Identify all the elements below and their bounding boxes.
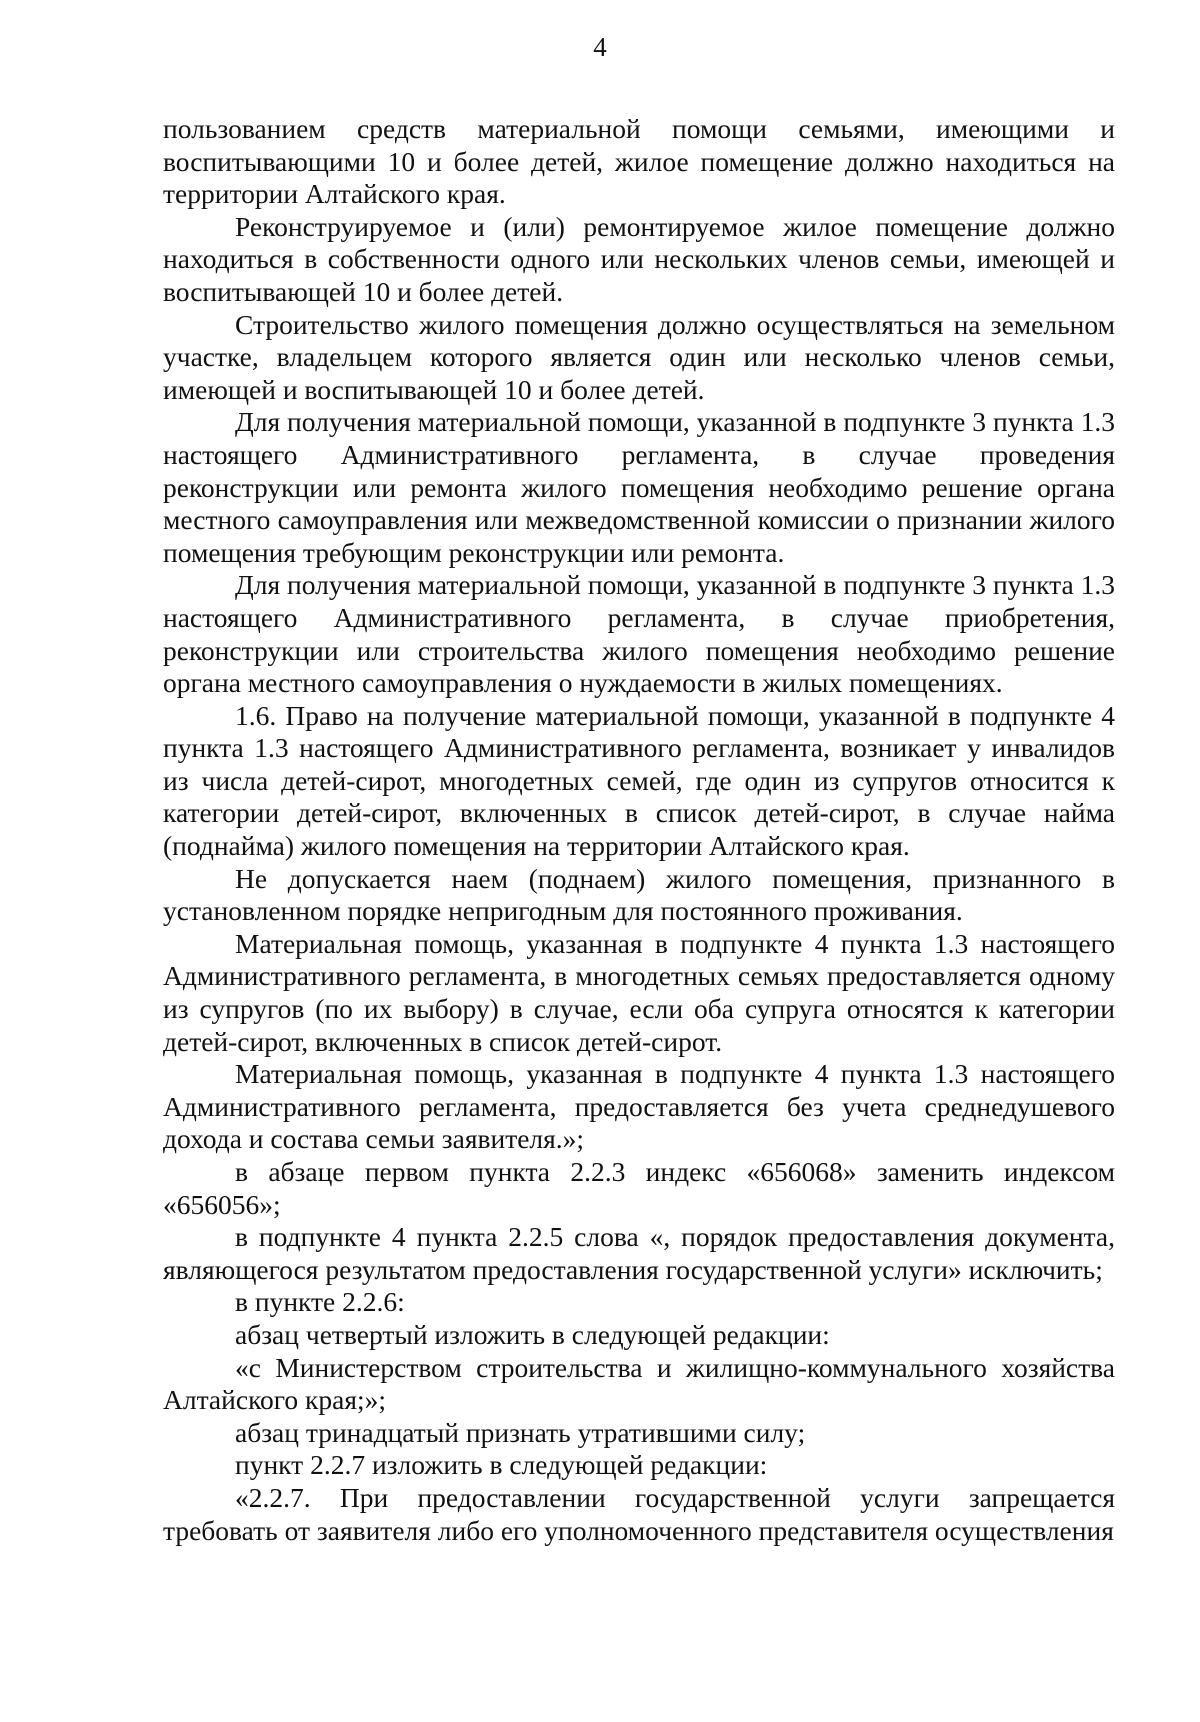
paragraph: в абзаце первом пункта 2.2.3 индекс «656068» заменить индексом «656056»; [163,1156,1115,1220]
paragraph: «с Министерством строительства и жилищно-коммунального хозяйства Алтайского края;»; [163,1351,1115,1416]
paragraph: Не допускается наем (поднаем) жилого помещения, признанного в установленном порядке непригодным для постоянного проживания. [163,862,1115,927]
paragraph: Материальная помощь, указанная в подпункте 4 пункта 1.3 настоящего Административного регламента, в многодетных семьях предоставляется одному из супругов (по их выбору) в случае, если оба супруга относятся к категории детей-сирот, включенных в список детей-сирот. [163,927,1115,1057]
paragraph: пункт 2.2.7 изложить в следующей редакции: [235,1449,768,1481]
paragraph: Строительство жилого помещения должно осуществляться на земельном участке, владельцем которого является один или несколько членов семьи, имеющей и воспитывающей 10 и более детей. [163,308,1115,405]
page-number: 4 [593,32,607,62]
document-body [163,113,1115,1547]
paragraph: абзац тринадцатый признать утратившими силу; [235,1416,806,1448]
paragraph: Материальная помощь, указанная в подпункте 4 пункта 1.3 настоящего Административного регламента, предоставляется без учета среднедушевого дохода и состава семьи заявителя.»; [163,1058,1115,1155]
paragraph: Для получения материальной помощи, указанной в подпункте 3 пункта 1.3 настоящего Административного регламента, в случае приобретения, реконструкции или строительства жилого помещения необходимо решение органа местного самоуправления о нуждаемости в жилых помещениях. [163,569,1115,699]
paragraph: в подпункте 4 пункта 2.2.5 слова «, порядок предоставления документа, являющегося результатом предоставления государственной услуги» исключить; [163,1221,1115,1285]
paragraph: 1.6. Право на получение материальной помощи, указанной в подпункте 4 пункта 1.3 настоящего Административного регламента, возникает у инвалидов из числа детей-сирот, многодетных семей, где один из супругов относится к категории детей-сирот, включенных в список детей-сирот, в случае найма (поднайма) жилого помещения на территории Алтайского края. [163,699,1115,862]
paragraph: «2.2.7. При предоставлении государственной услуги запрещается требовать от заявителя либо его уполномоченного представителя осуществления [163,1481,1115,1546]
paragraph: пользованием средств материальной помощи семьями, имеющими и воспитывающими 10 и более детей, жилое помещение должно находиться на территории Алтайского края. [163,113,1115,210]
paragraph: в пункте 2.2.6: [235,1286,405,1318]
paragraph: Реконструируемое и (или) ремонтируемое жилое помещение должно находиться в собственности одного или нескольких членов семьи, имеющей и воспитывающей 10 и более детей. [163,210,1115,307]
paragraph: Для получения материальной помощи, указанной в подпункте 3 пункта 1.3 настоящего Административного регламента, в случае проведения реконструкции или ремонта жилого помещения необходимо решение органа местного самоуправления или межведомственной комиссии о признании жилого помещения требующим реконструкции или ремонта. [163,406,1115,568]
paragraph: абзац четвертый изложить в следующей редакции: [235,1318,830,1350]
